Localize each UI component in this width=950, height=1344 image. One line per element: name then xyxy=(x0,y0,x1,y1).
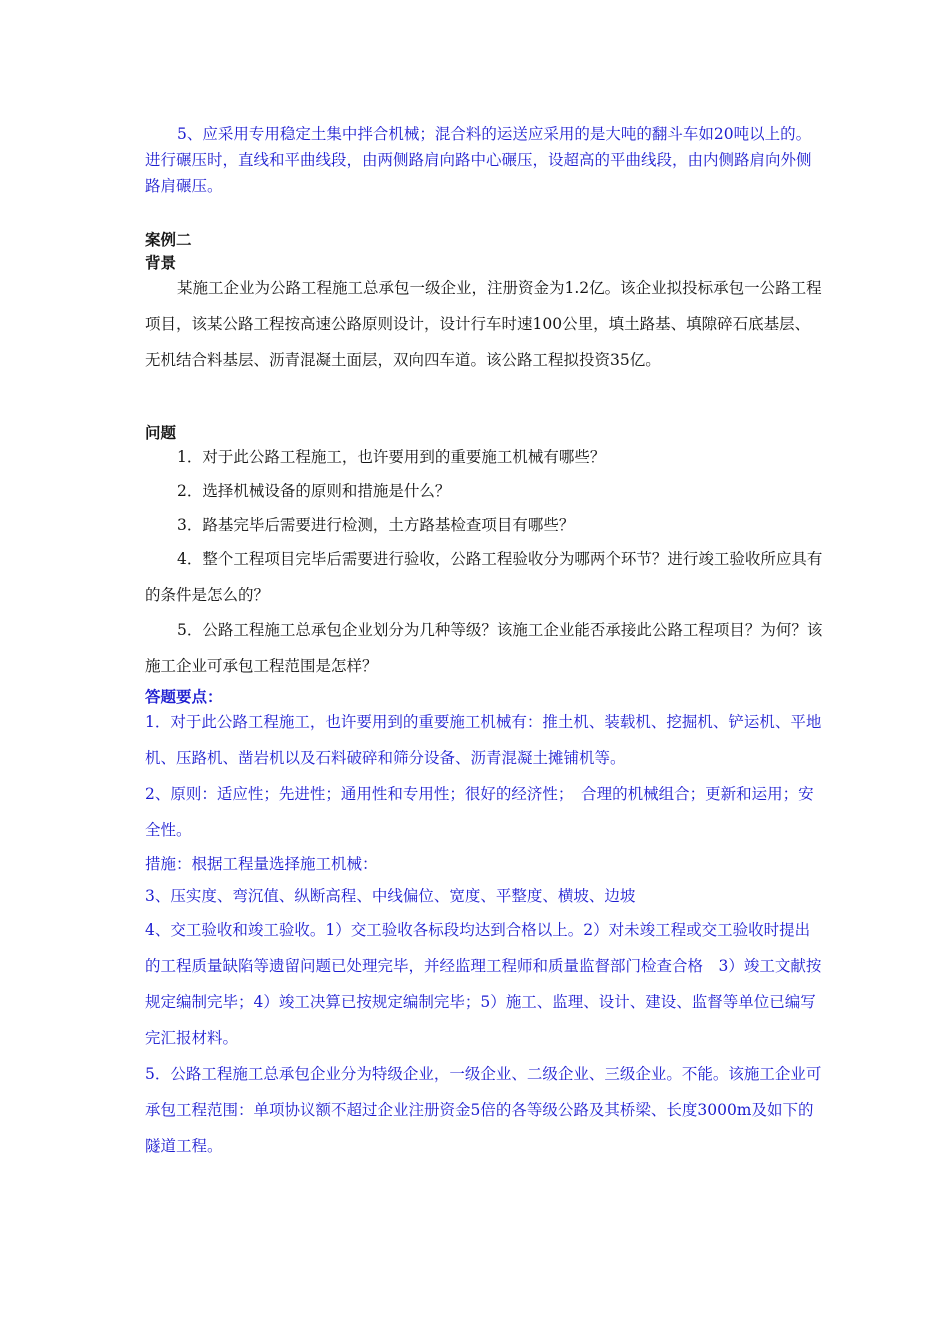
question-item: 2．选择机械设备的原则和措施是什么？ xyxy=(177,482,451,500)
question-item: 1．对于此公路工程施工，也许要用到的重要施工机械有哪些？ xyxy=(177,448,606,466)
background-paragraph: 某施工企业为公路工程施工总承包一级企业，注册资金为1.2亿。该企业拟投标承包一公路工程项目，该某公路工程按高速公路原则设计，设计行车时速100公里，填土路基、填隙碎石底基层、无机结合料基层、沥青混凝土面层，双向四车道。该公路工程拟投资35亿。 xyxy=(145,279,822,369)
background-heading: 背景 xyxy=(145,254,177,272)
questions-heading: 问题 xyxy=(145,424,177,442)
answers-heading: 答题要点： xyxy=(145,688,223,706)
top-note-paragraph: 5、应采用专用稳定土集中拌合机械；混合料的运送应采用的是大吨的翻斗车如20吨以上的。进行碾压时，直线和平曲线段，由两侧路肩向路中心碾压，设超高的平曲线段，由内侧路肩向外侧路肩碾压。 xyxy=(145,125,812,195)
answer-item: 4、交工验收和竣工验收。1）交工验收各标段均达到合格以上。2）对未竣工程或交工验收时提出的工程质量缺陷等遗留问题已处理完毕，并经监理工程师和质量监督部门检查合格 3）竣工文献按规定编制完毕；4）竣工决算已按规定编制完毕；5）施工、监理、设计、建设、监督等单位已编写完汇报材料。 xyxy=(145,921,822,1047)
question-item: 3．路基完毕后需要进行检测，土方路基检查项目有哪些？ xyxy=(177,516,575,534)
answer-item: 2、原则：适应性；先进性；通用性和专用性；很好的经济性； 合理的机械组合；更新和运用；安全性。 xyxy=(145,785,814,839)
answer-measure: 措施：根据工程量选择施工机械： xyxy=(145,855,378,873)
answer-item: 1．对于此公路工程施工，也许要用到的重要施工机械有：推土机、装载机、挖掘机、铲运机、平地机、压路机、凿岩机以及石料破碎和筛分设备、沥青混凝土摊铺机等。 xyxy=(145,713,822,767)
answer-item: 3、压实度、弯沉值、纵断高程、中线偏位、宽度、平整度、横坡、边坡 xyxy=(145,887,636,905)
answer-item: 5．公路工程施工总承包企业分为特级企业，一级企业、二级企业、三级企业。不能。该施工企业可承包工程范围：单项协议额不超过企业注册资金5倍的各等级公路及其桥梁、长度3000m及如下的隧道工程。 xyxy=(145,1065,822,1155)
question-item: 5．公路工程施工总承包企业划分为几种等级？该施工企业能否承接此公路工程项目？为何？该施工企业可承包工程范围是怎样？ xyxy=(145,621,823,675)
case-title: 案例二 xyxy=(145,231,192,249)
question-item: 4．整个工程项目完毕后需要进行验收，公路工程验收分为哪两个环节？进行竣工验收所应具有的条件是怎么的？ xyxy=(145,550,823,604)
